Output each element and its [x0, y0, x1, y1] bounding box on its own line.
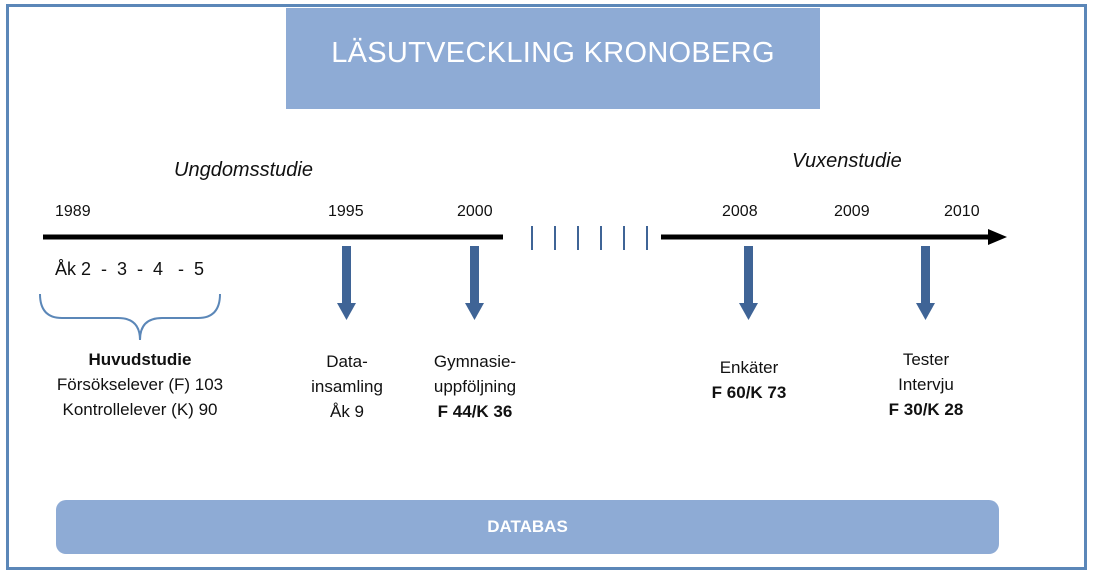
tests-line2: Intervju [898, 375, 954, 394]
down-arrows [337, 246, 935, 320]
year-1989: 1989 [55, 203, 91, 220]
main-study-heading: Huvudstudie [88, 350, 192, 369]
year-2010: 2010 [944, 203, 980, 220]
data-collection-line3: Åk 9 [329, 402, 365, 421]
survey-counts: F 60/K 73 [711, 383, 787, 402]
upper-secondary-counts: F 44/K 36 [437, 402, 513, 421]
grade-levels: Åk 2 - 3 - 4 - 5 [55, 259, 205, 279]
timeline-arrowhead [988, 229, 1007, 245]
timeline-gap-marks [532, 226, 647, 250]
data-collection-line1: Data- [326, 352, 368, 371]
tests-block [870, 347, 982, 422]
arrow-2010 [916, 246, 935, 320]
tests-counts: F 30/K 28 [888, 400, 964, 419]
survey-line1: Enkäter [719, 358, 779, 377]
data-collection-line2: insamling [311, 377, 383, 396]
arrow-1995 [337, 246, 356, 320]
database-label: DATABAS [487, 517, 568, 536]
year-1995: 1995 [328, 203, 364, 220]
adult-study-label: Vuxenstudie [792, 150, 902, 172]
year-2008: 2008 [722, 203, 758, 220]
page-title: LÄSUTVECKLING KRONOBERG [331, 37, 775, 69]
upper-secondary-line2: uppföljning [433, 377, 517, 396]
main-study-line2: Kontrollelever (K) 90 [62, 400, 218, 419]
youth-study-label: Ungdomsstudie [174, 159, 313, 181]
year-2009: 2009 [834, 203, 870, 220]
database-bar [56, 500, 999, 554]
arrow-2008 [739, 246, 758, 320]
upper-secondary-line1: Gymnasie- [433, 352, 517, 371]
survey-block [694, 355, 804, 405]
year-2000: 2000 [457, 203, 493, 220]
arrow-2000 [465, 246, 484, 320]
main-study-line1: Försökselever (F) 103 [56, 375, 224, 394]
tests-line1: Tester [902, 350, 950, 369]
upper-secondary-block [418, 349, 532, 424]
grade-span-brace [40, 294, 220, 340]
data-collection-block [290, 349, 404, 424]
main-study-block [30, 347, 250, 422]
